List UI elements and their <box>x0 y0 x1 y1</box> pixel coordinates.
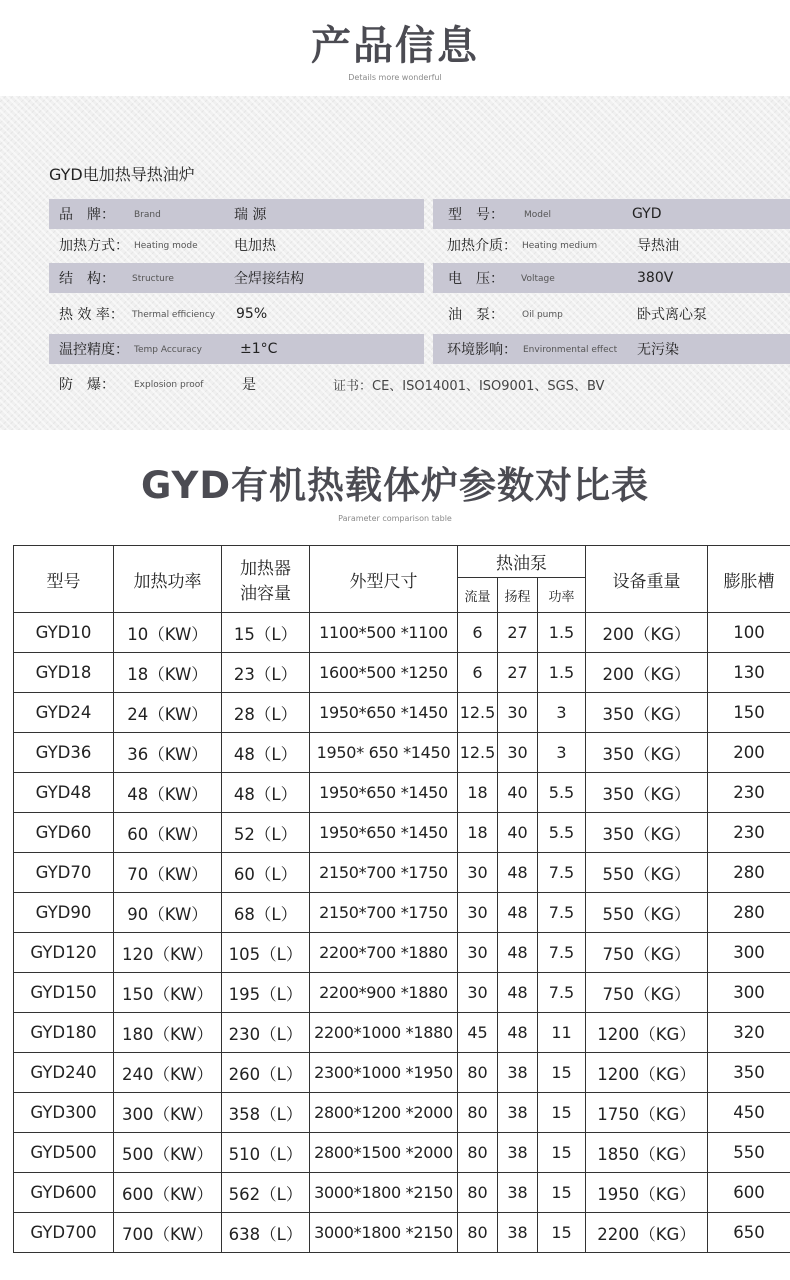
cell-power: 24（KW） <box>114 693 222 733</box>
cell-weight: 350（KG） <box>586 813 708 853</box>
cell-capacity: 48（L） <box>222 733 310 773</box>
cell-model: GYD700 <box>14 1213 114 1253</box>
cell-model: GYD180 <box>14 1013 114 1053</box>
cell-weight: 200（KG） <box>586 613 708 653</box>
spec-value: 卧式离心泵 <box>637 307 707 323</box>
spec-row-thermal-efficiency <box>49 299 424 329</box>
cell-weight: 350（KG） <box>586 733 708 773</box>
cell-dimensions: 2800*1500 *2000 <box>310 1133 458 1173</box>
header-power: 加热功率 <box>114 546 222 613</box>
table-row <box>14 853 790 893</box>
cell-tank: 200 <box>708 733 790 773</box>
header-capacity-line2: 油容量 <box>240 584 291 604</box>
cell-head: 40 <box>498 773 538 813</box>
cell-flow: 80 <box>458 1093 498 1133</box>
cell-tank: 300 <box>708 973 790 1013</box>
cell-head: 30 <box>498 693 538 733</box>
cell-head: 38 <box>498 1053 538 1093</box>
cell-capacity: 60（L） <box>222 853 310 893</box>
cell-dimensions: 1950*650 *1450 <box>310 693 458 733</box>
cell-pump-power: 15 <box>538 1053 586 1093</box>
cell-dimensions: 2300*1000 *1950 <box>310 1053 458 1093</box>
cell-weight: 750（KG） <box>586 933 708 973</box>
comparison-table-body <box>14 613 790 1253</box>
cell-pump-power: 15 <box>538 1173 586 1213</box>
cell-flow: 18 <box>458 773 498 813</box>
cell-head: 48 <box>498 853 538 893</box>
page-subtitle: Details more wonderful <box>348 73 442 82</box>
cell-dimensions: 2150*700 *1750 <box>310 893 458 933</box>
cell-capacity: 28（L） <box>222 693 310 733</box>
spec-label-en: Temp Accuracy <box>134 345 202 355</box>
cell-tank: 550 <box>708 1133 790 1173</box>
cell-dimensions: 1600*500 *1250 <box>310 653 458 693</box>
cell-flow: 6 <box>458 613 498 653</box>
cell-flow: 12.5 <box>458 693 498 733</box>
spec-label-en: Oil pump <box>522 310 563 320</box>
header-capacity-line1: 加热器 <box>240 559 291 579</box>
cell-power: 500（KW） <box>114 1133 222 1173</box>
spec-row-oil-pump <box>433 299 790 329</box>
cell-tank: 150 <box>708 693 790 733</box>
spec-label-en: Thermal efficiency <box>132 310 216 320</box>
spec-label: 油 泵： <box>448 307 504 323</box>
spec-row-heating-mode <box>49 230 424 260</box>
cell-dimensions: 2200*900 *1880 <box>310 973 458 1013</box>
cell-model: GYD70 <box>14 853 114 893</box>
cell-head: 48 <box>498 933 538 973</box>
cell-pump-power: 3 <box>538 733 586 773</box>
cell-flow: 80 <box>458 1053 498 1093</box>
cell-capacity: 105（L） <box>222 933 310 973</box>
spec-value: 是 <box>242 377 256 393</box>
cell-power: 70（KW） <box>114 853 222 893</box>
cell-weight: 1850（KG） <box>586 1133 708 1173</box>
cell-pump-power: 15 <box>538 1133 586 1173</box>
cell-tank: 130 <box>708 653 790 693</box>
spec-row-explosion-proof <box>49 369 329 399</box>
cell-capacity: 23（L） <box>222 653 310 693</box>
table-row <box>14 1133 790 1173</box>
cell-flow: 30 <box>458 893 498 933</box>
spec-label: 热 效 率： <box>59 307 124 323</box>
spec-row-temp-accuracy <box>49 334 424 364</box>
cell-tank: 280 <box>708 893 790 933</box>
spec-value: 瑞 源 <box>234 207 267 223</box>
cell-tank: 280 <box>708 853 790 893</box>
cell-power: 60（KW） <box>114 813 222 853</box>
spec-label-en: Heating mode <box>134 241 198 251</box>
spec-row-structure <box>49 263 424 293</box>
cell-capacity: 638（L） <box>222 1213 310 1253</box>
spec-label: 型 号： <box>448 207 504 223</box>
header-capacity <box>222 546 310 613</box>
cell-model: GYD36 <box>14 733 114 773</box>
cell-capacity: 230（L） <box>222 1013 310 1053</box>
cell-model: GYD300 <box>14 1093 114 1133</box>
cell-model: GYD48 <box>14 773 114 813</box>
cell-power: 36（KW） <box>114 733 222 773</box>
cell-power: 90（KW） <box>114 893 222 933</box>
table-row <box>14 1213 790 1253</box>
cell-power: 120（KW） <box>114 933 222 973</box>
product-name: GYD电加热导热油炉 <box>49 165 195 184</box>
spec-label-en: Heating medium <box>522 241 598 251</box>
cell-tank: 450 <box>708 1093 790 1133</box>
certificates: 证书：CE、ISO14001、ISO9001、SGS、BV <box>333 379 605 394</box>
cell-weight: 350（KG） <box>586 773 708 813</box>
cell-pump-power: 15 <box>538 1093 586 1133</box>
cell-weight: 1950（KG） <box>586 1173 708 1213</box>
cell-head: 48 <box>498 893 538 933</box>
table-row <box>14 973 790 1013</box>
cell-tank: 650 <box>708 1213 790 1253</box>
cell-model: GYD150 <box>14 973 114 1013</box>
spec-label: 电 压： <box>448 271 504 287</box>
cell-weight: 1200（KG） <box>586 1013 708 1053</box>
cell-pump-power: 7.5 <box>538 853 586 893</box>
cell-pump-power: 1.5 <box>538 613 586 653</box>
header-model: 型号 <box>14 546 114 613</box>
cell-weight: 750（KG） <box>586 973 708 1013</box>
cell-weight: 2200（KG） <box>586 1213 708 1253</box>
cell-pump-power: 15 <box>538 1213 586 1253</box>
cell-dimensions: 2800*1200 *2000 <box>310 1093 458 1133</box>
spec-value: 导热油 <box>637 238 679 254</box>
cell-dimensions: 1100*500 *1100 <box>310 613 458 653</box>
comparison-title: GYD有机热载体炉参数对比表 <box>140 464 650 507</box>
spec-label-en: Structure <box>132 274 174 284</box>
cell-capacity: 68（L） <box>222 893 310 933</box>
spec-label: 品 牌： <box>59 207 115 223</box>
spec-value: 无污染 <box>637 342 679 358</box>
comparison-table <box>13 545 790 1253</box>
cell-flow: 30 <box>458 933 498 973</box>
cell-tank: 100 <box>708 613 790 653</box>
spec-row-model <box>433 199 790 229</box>
spec-label: 防 爆： <box>59 377 115 393</box>
comparison-subtitle: Parameter comparison table <box>338 514 452 523</box>
table-row <box>14 613 790 653</box>
cell-head: 48 <box>498 973 538 1013</box>
cell-power: 180（KW） <box>114 1013 222 1053</box>
header-head: 扬程 <box>498 578 538 613</box>
cell-tank: 300 <box>708 933 790 973</box>
spec-label: 结 构： <box>59 271 115 287</box>
cell-flow: 30 <box>458 853 498 893</box>
cell-head: 27 <box>498 613 538 653</box>
cell-weight: 550（KG） <box>586 853 708 893</box>
cell-tank: 230 <box>708 813 790 853</box>
cell-power: 10（KW） <box>114 613 222 653</box>
table-row <box>14 933 790 973</box>
cell-tank: 230 <box>708 773 790 813</box>
cell-model: GYD18 <box>14 653 114 693</box>
spec-value: ±1°C <box>240 341 278 357</box>
cell-pump-power: 5.5 <box>538 773 586 813</box>
cell-flow: 80 <box>458 1133 498 1173</box>
cell-flow: 80 <box>458 1173 498 1213</box>
cell-capacity: 195（L） <box>222 973 310 1013</box>
spec-label-en: Voltage <box>521 274 555 284</box>
cell-capacity: 52（L） <box>222 813 310 853</box>
spec-value: 全焊接结构 <box>234 271 304 287</box>
table-row <box>14 693 790 733</box>
cell-model: GYD240 <box>14 1053 114 1093</box>
cell-capacity: 48（L） <box>222 773 310 813</box>
spec-value: 95% <box>236 306 268 322</box>
spec-label: 加热方式： <box>59 238 129 254</box>
header-flow: 流量 <box>458 578 498 613</box>
cell-weight: 550（KG） <box>586 893 708 933</box>
cell-pump-power: 11 <box>538 1013 586 1053</box>
cell-model: GYD10 <box>14 613 114 653</box>
cell-pump-power: 5.5 <box>538 813 586 853</box>
cell-dimensions: 1950*650 *1450 <box>310 773 458 813</box>
cell-power: 300（KW） <box>114 1093 222 1133</box>
cell-tank: 350 <box>708 1053 790 1093</box>
spec-value: GYD <box>632 206 662 222</box>
spec-label: 温控精度： <box>59 342 129 358</box>
table-row <box>14 1053 790 1093</box>
spec-value: 电加热 <box>234 238 276 254</box>
cell-dimensions: 2150*700 *1750 <box>310 853 458 893</box>
cell-tank: 600 <box>708 1173 790 1213</box>
cell-flow: 6 <box>458 653 498 693</box>
header-weight: 设备重量 <box>586 546 708 613</box>
header-tank: 膨胀槽 <box>708 546 790 613</box>
cell-dimensions: 2200*1000 *1880 <box>310 1013 458 1053</box>
cell-pump-power: 3 <box>538 693 586 733</box>
cell-capacity: 358（L） <box>222 1093 310 1133</box>
cell-head: 27 <box>498 653 538 693</box>
cell-dimensions: 1950*650 *1450 <box>310 813 458 853</box>
cell-head: 38 <box>498 1133 538 1173</box>
cell-weight: 1750（KG） <box>586 1093 708 1133</box>
cell-head: 48 <box>498 1013 538 1053</box>
table-row <box>14 733 790 773</box>
cell-pump-power: 7.5 <box>538 933 586 973</box>
cell-capacity: 562（L） <box>222 1173 310 1213</box>
cell-tank: 320 <box>708 1013 790 1053</box>
table-row <box>14 1173 790 1213</box>
cell-capacity: 260（L） <box>222 1053 310 1093</box>
table-row <box>14 893 790 933</box>
cell-head: 38 <box>498 1213 538 1253</box>
spec-row-brand <box>49 199 424 229</box>
cell-model: GYD120 <box>14 933 114 973</box>
spec-value: 380V <box>637 270 674 286</box>
table-row <box>14 1093 790 1133</box>
cell-flow: 18 <box>458 813 498 853</box>
spec-label-en: Model <box>524 210 552 220</box>
cell-model: GYD24 <box>14 693 114 733</box>
spec-label: 环境影响： <box>447 342 517 358</box>
cell-head: 40 <box>498 813 538 853</box>
spec-label-en: Explosion proof <box>134 380 204 390</box>
spec-row-heating-medium <box>433 230 790 260</box>
cell-pump-power: 7.5 <box>538 973 586 1013</box>
header-pump: 热油泵 <box>458 546 586 578</box>
cell-power: 48（KW） <box>114 773 222 813</box>
spec-label-en: Brand <box>134 210 161 220</box>
cell-power: 18（KW） <box>114 653 222 693</box>
cell-model: GYD500 <box>14 1133 114 1173</box>
cell-power: 150（KW） <box>114 973 222 1013</box>
page-title: 产品信息 <box>311 23 479 69</box>
spec-row-voltage <box>433 263 790 293</box>
spec-row-environmental-effect <box>433 334 790 364</box>
cell-flow: 45 <box>458 1013 498 1053</box>
cell-power: 700（KW） <box>114 1213 222 1253</box>
cell-dimensions: 3000*1800 *2150 <box>310 1173 458 1213</box>
cell-pump-power: 7.5 <box>538 893 586 933</box>
header-pump-power: 功率 <box>538 578 586 613</box>
cell-model: GYD90 <box>14 893 114 933</box>
cell-head: 38 <box>498 1173 538 1213</box>
cell-weight: 1200（KG） <box>586 1053 708 1093</box>
spec-label: 加热介质： <box>447 238 517 254</box>
cell-head: 38 <box>498 1093 538 1133</box>
cell-capacity: 510（L） <box>222 1133 310 1173</box>
cell-flow: 30 <box>458 973 498 1013</box>
cell-pump-power: 1.5 <box>538 653 586 693</box>
cell-power: 600（KW） <box>114 1173 222 1213</box>
cell-flow: 80 <box>458 1213 498 1253</box>
spec-label-en: Environmental effect <box>523 345 618 355</box>
cell-weight: 200（KG） <box>586 653 708 693</box>
cell-dimensions: 3000*1800 *2150 <box>310 1213 458 1253</box>
table-row <box>14 1013 790 1053</box>
header-dimensions: 外型尺寸 <box>310 546 458 613</box>
table-row <box>14 653 790 693</box>
cell-model: GYD60 <box>14 813 114 853</box>
cell-power: 240（KW） <box>114 1053 222 1093</box>
cell-dimensions: 2200*700 *1880 <box>310 933 458 973</box>
cell-flow: 12.5 <box>458 733 498 773</box>
cell-weight: 350（KG） <box>586 693 708 733</box>
table-row <box>14 813 790 853</box>
table-row <box>14 773 790 813</box>
cell-dimensions: 1950* 650 *1450 <box>310 733 458 773</box>
cell-head: 30 <box>498 733 538 773</box>
cell-model: GYD600 <box>14 1173 114 1213</box>
cell-capacity: 15（L） <box>222 613 310 653</box>
